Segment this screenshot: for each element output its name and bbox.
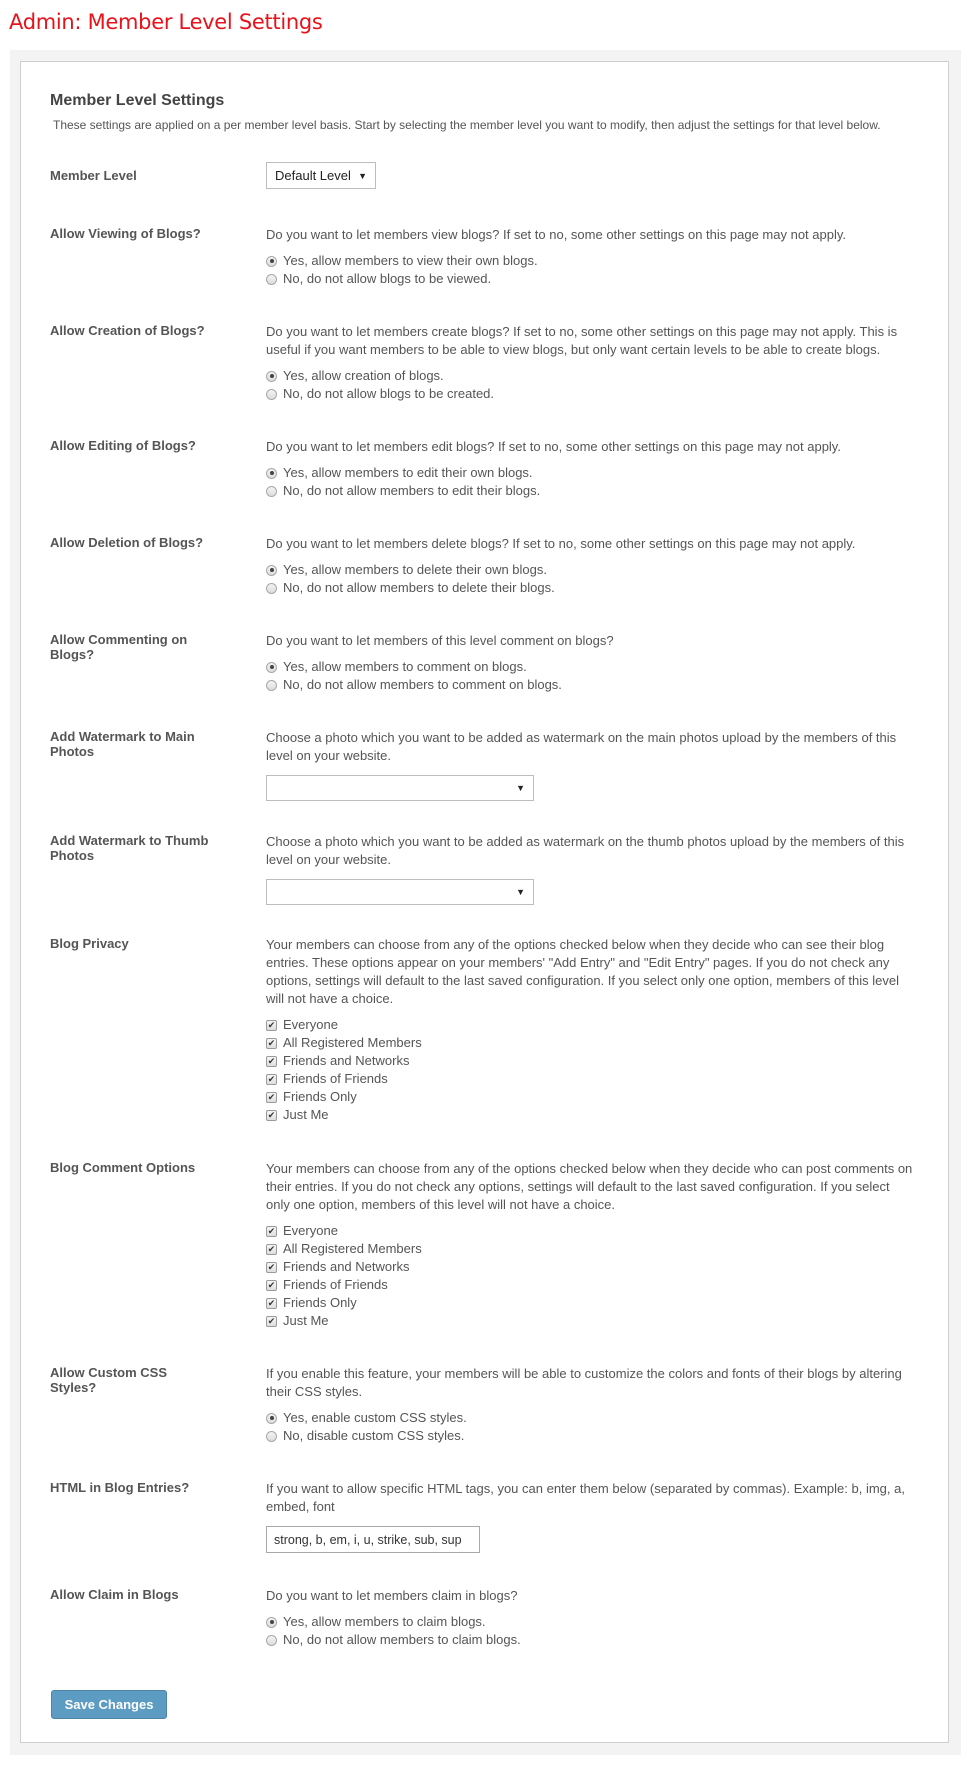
claim-option-yes[interactable]: [266, 1613, 916, 1631]
option-label: No, do not allow members to comment on blogs.: [283, 677, 562, 692]
check-icon[interactable]: ✔: [267, 1073, 276, 1084]
watermark-main-desc: Choose a photo which you want to be added as watermark on the main photos upload by the members of this level on your website.: [266, 730, 897, 763]
comment-options-desc: Your members can choose from any of the options checked below when they decide who can post comments on their entries. If you do not check any options, settings will default to the last saved configuration. If you select only one option, members of this level will not have a choice.: [266, 1161, 913, 1212]
commenting-label: Allow Commenting on Blogs?: [50, 632, 188, 662]
radio-selected-icon[interactable]: [266, 371, 277, 382]
option-label: Everyone: [283, 1017, 338, 1032]
radio-selected-icon[interactable]: [266, 565, 277, 576]
radio-icon[interactable]: [266, 583, 277, 594]
viewing-option-yes[interactable]: [266, 252, 916, 270]
form-intro: These settings are applied on a per member level basis. Start by selecting the member level you want to modify, then adjust the settings for that level below.: [53, 118, 881, 132]
option-label: Everyone: [283, 1223, 338, 1238]
option-label: No, disable custom CSS styles.: [283, 1428, 465, 1443]
comment-option-fof[interactable]: [266, 1276, 916, 1294]
editing-label: Allow Editing of Blogs?: [50, 438, 196, 453]
radio-selected-icon[interactable]: [266, 662, 277, 673]
option-label: Yes, allow members to delete their own blogs.: [283, 562, 547, 577]
custom-css-desc: If you enable this feature, your members will be able to customize the colors and fonts of their blogs by altering their CSS styles.: [266, 1366, 902, 1399]
option-label: Yes, allow members to comment on blogs.: [283, 659, 527, 674]
option-label: Yes, allow members to view their own blogs.: [283, 253, 538, 268]
privacy-option-fof[interactable]: [266, 1070, 916, 1088]
comment-option-me[interactable]: [266, 1312, 916, 1330]
radio-icon[interactable]: [266, 1431, 277, 1442]
option-label: All Registered Members: [283, 1035, 422, 1050]
member-level-select[interactable]: [266, 162, 376, 189]
editing-option-yes[interactable]: [266, 464, 916, 482]
radio-icon[interactable]: [266, 486, 277, 497]
radio-selected-icon[interactable]: [266, 256, 277, 267]
option-label: Friends Only: [283, 1295, 357, 1310]
deletion-label: Allow Deletion of Blogs?: [50, 535, 204, 550]
claim-desc: Do you want to let members claim in blogs?: [266, 1588, 518, 1603]
watermark-thumb-desc: Choose a photo which you want to be added as watermark on the thumb photos upload by the members of this level on your website.: [266, 834, 905, 867]
form-heading: Member Level Settings: [50, 92, 225, 109]
commenting-option-no[interactable]: [266, 676, 916, 694]
custom-css-label: Allow Custom CSS Styles?: [50, 1365, 168, 1395]
radio-icon[interactable]: [266, 1635, 277, 1646]
option-label: Yes, enable custom CSS styles.: [283, 1410, 467, 1425]
deletion-desc: Do you want to let members delete blogs? If set to no, some other settings on this page may not apply.: [266, 536, 856, 551]
viewing-label: Allow Viewing of Blogs?: [50, 226, 201, 241]
viewing-desc: Do you want to let members view blogs? If set to no, some other settings on this page may not apply.: [266, 227, 847, 242]
comment-option-registered[interactable]: [266, 1240, 916, 1258]
member-level-value: Default Level: [275, 167, 351, 183]
check-icon[interactable]: ✔: [267, 1261, 276, 1272]
comment-options-label: Blog Comment Options: [50, 1160, 196, 1175]
privacy-option-me[interactable]: [266, 1106, 916, 1124]
option-label: No, do not allow members to claim blogs.: [283, 1632, 521, 1647]
settings-frame: [10, 50, 961, 1755]
option-label: Yes, allow creation of blogs.: [283, 368, 444, 383]
check-icon[interactable]: ✔: [267, 1315, 276, 1326]
deletion-option-yes[interactable]: [266, 561, 916, 579]
radio-icon[interactable]: [266, 389, 277, 400]
option-label: Yes, allow members to claim blogs.: [283, 1614, 486, 1629]
radio-selected-icon[interactable]: [266, 468, 277, 479]
viewing-option-no[interactable]: [266, 270, 916, 288]
option-label: Yes, allow members to edit their own blogs.: [283, 465, 533, 480]
page-title: Admin: Member Level Settings: [9, 10, 323, 34]
check-icon[interactable]: ✔: [267, 1225, 276, 1236]
option-label: No, do not allow blogs to be viewed.: [283, 271, 492, 286]
check-icon[interactable]: ✔: [267, 1019, 276, 1030]
creation-label: Allow Creation of Blogs?: [50, 323, 205, 338]
option-label: Friends of Friends: [283, 1277, 388, 1292]
watermark-main-select[interactable]: [266, 775, 534, 801]
privacy-option-friends[interactable]: [266, 1088, 916, 1106]
deletion-option-no[interactable]: [266, 579, 916, 597]
check-icon[interactable]: ✔: [267, 1279, 276, 1290]
check-icon[interactable]: ✔: [267, 1091, 276, 1102]
privacy-desc: Your members can choose from any of the options checked below when they decide who can see their blog entries. These options appear on your members' "Add Entry" and "Edit Entry" pages. If you do not check any options, settings will default to the last saved configuration. If you select only one option, members of this level will not have a choice.: [266, 937, 900, 1006]
privacy-option-networks[interactable]: [266, 1052, 916, 1070]
watermark-thumb-label: Add Watermark to Thumb Photos: [50, 833, 209, 863]
option-label: All Registered Members: [283, 1241, 422, 1256]
chevron-down-icon: ▼: [516, 783, 525, 793]
check-icon[interactable]: ✔: [267, 1297, 276, 1308]
option-label: No, do not allow members to delete their blogs.: [283, 580, 555, 595]
option-label: Friends and Networks: [283, 1053, 410, 1068]
html-entries-desc: If you want to allow specific HTML tags, you can enter them below (separated by commas). Example: b, img, a, embed, font: [266, 1481, 905, 1514]
custom-css-option-yes[interactable]: [266, 1409, 916, 1427]
option-label: No, do not allow members to edit their blogs.: [283, 483, 541, 498]
option-label: No, do not allow blogs to be created.: [283, 386, 495, 401]
editing-option-no[interactable]: [266, 482, 916, 500]
editing-desc: Do you want to let members edit blogs? If set to no, some other settings on this page may not apply.: [266, 439, 841, 454]
save-changes-button[interactable]: Save Changes: [51, 1690, 167, 1719]
member-level-label: Member Level: [50, 168, 137, 183]
html-tags-input[interactable]: strong, b, em, i, u, strike, sub, sup: [266, 1526, 480, 1553]
commenting-desc: Do you want to let members of this level comment on blogs?: [266, 633, 614, 648]
radio-selected-icon[interactable]: [266, 1617, 277, 1628]
check-icon[interactable]: ✔: [267, 1037, 276, 1048]
watermark-thumb-select[interactable]: [266, 879, 534, 905]
privacy-option-registered[interactable]: [266, 1034, 916, 1052]
html-entries-label: HTML in Blog Entries?: [50, 1480, 190, 1495]
watermark-main-label: Add Watermark to Main Photos: [50, 729, 195, 759]
comment-option-everyone[interactable]: [266, 1222, 916, 1240]
option-label: Just Me: [283, 1313, 329, 1328]
creation-desc: Do you want to let members create blogs? If set to no, some other settings on this page may not apply. This is useful if you want members to be able to view blogs, but only want certain levels to be able to create blogs.: [266, 324, 898, 357]
comment-option-networks[interactable]: [266, 1258, 916, 1276]
check-icon[interactable]: ✔: [267, 1109, 276, 1120]
option-label: Just Me: [283, 1107, 329, 1122]
creation-option-no[interactable]: [266, 385, 916, 403]
radio-icon[interactable]: [266, 274, 277, 285]
comment-option-friends[interactable]: [266, 1294, 916, 1312]
privacy-label: Blog Privacy: [50, 936, 129, 951]
option-label: Friends of Friends: [283, 1071, 388, 1086]
claim-option-no[interactable]: [266, 1631, 916, 1649]
radio-icon[interactable]: [266, 680, 277, 691]
claim-label: Allow Claim in Blogs: [50, 1587, 179, 1602]
settings-panel: [20, 61, 949, 1743]
chevron-down-icon: ▼: [358, 170, 367, 181]
custom-css-option-no[interactable]: [266, 1427, 916, 1445]
commenting-option-yes[interactable]: [266, 658, 916, 676]
option-label: Friends Only: [283, 1089, 357, 1104]
radio-selected-icon[interactable]: [266, 1413, 277, 1424]
check-icon[interactable]: ✔: [267, 1243, 276, 1254]
chevron-down-icon: ▼: [516, 887, 525, 897]
option-label: Friends and Networks: [283, 1259, 410, 1274]
creation-option-yes[interactable]: [266, 367, 916, 385]
privacy-option-everyone[interactable]: [266, 1016, 916, 1034]
check-icon[interactable]: ✔: [267, 1055, 276, 1066]
